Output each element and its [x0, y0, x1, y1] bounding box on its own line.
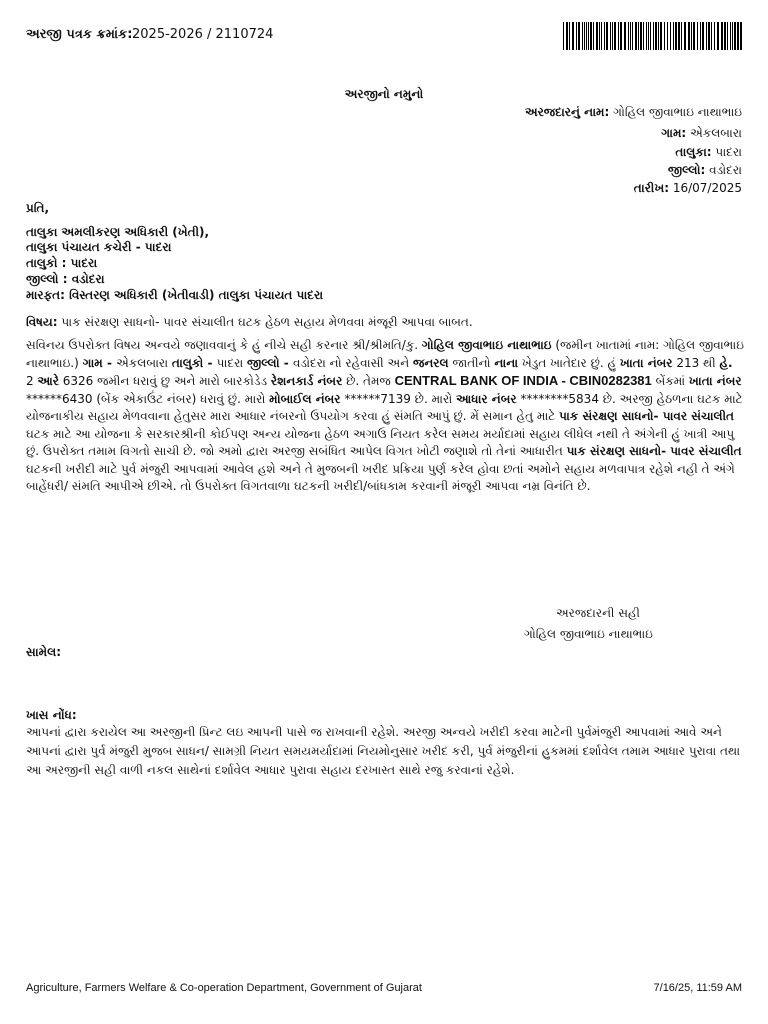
application-date-row [634, 181, 742, 196]
applicant-district-label: જીલ્લો: [667, 163, 706, 177]
recipient-line-3: તાલુકો : પાદરા [26, 256, 98, 270]
body-text: ઘટક માટે આ યોજના કે સરકારશ્રીની કોઈપણ અન્ય યોજના હેઠળ અગાઉ નિયત કરેલ સમય મર્યાદામાં સહાય લીધેલ નથી તે અંગેની હું ખાત્રી આપુ છું. ઉપરોક્ત તમામ વિગતો સાચી છે. જો અમો દ્વારા અરજી સબંધિત આપેલ વિગત ખોટી જણાશે તો તેનાં આધારીત [26, 426, 735, 458]
body-text: જાતીનો [448, 355, 495, 370]
body-bank-name: CENTRAL BANK OF INDIA - CBIN0282381 [394, 373, 652, 388]
applicant-name: ગોહિલ જીવાભાઇ નાથાભાઇ [613, 105, 742, 119]
body-text: 2 [26, 374, 38, 388]
recipient-line-2: તાલુકા પંચાયત કચેરી - પાદરા [26, 240, 172, 254]
applicant-district-row [668, 163, 742, 178]
body-taluka-label: તાલુકો - [171, 355, 217, 370]
body-text: છે. તેમજ [342, 374, 395, 388]
applicant-taluka-label: તાલુકા: [675, 145, 712, 159]
recipient-line-1: તાલુકા અમલીકરણ અધિકારી (ખેતી), [26, 225, 210, 239]
body-caste-category: જનરલ [412, 355, 449, 370]
body-text: 6326 જમીન ધરાવું છુ અને મારો બારકોડેડ [58, 374, 271, 388]
body-khata-label: ખાતા નંબર [619, 355, 673, 370]
body-text: ઘટકની ખરીદી માટે પુર્વ મંજુરી આપવામાં આવેલ હશે અને તે મુજબની ખરીદ પ્રક્રિયા પુર્ણ કરેલ હોવા છતાં અમોને સહાય મળવાપાત્ર રહેશે નહી તે અંગે બાહેંધરી/ સંમતિ આપીએ છીએ. તો ઉપરોક્ત વિગતવાળા ઘટકની ખરીદી/બાંધકામ કરવાની મંજૂરી આપવા નમ્ર વિનંતિ છે. [26, 461, 735, 493]
body-aadhar-label: આધાર નંબર [456, 391, 517, 406]
body-text: પાદરા [216, 355, 248, 370]
body-text: 213 થી [672, 355, 720, 370]
form-title: અરજીનો નમુનો [344, 87, 424, 101]
application-number: 2025-2026 / 2110724 [132, 27, 274, 42]
body-account-label: ખાતા નંબર [688, 374, 742, 388]
body-text: ખેડુત ખાતેદાર છું. હું [518, 355, 620, 370]
body-text: ********5834 છે. અરજી હેઠળના ઘટક માટે યોજનાકીય સહાય મેળવવાના હેતુસર મારા આધાર નંબરનો ઉપયોગ કરવા હું સંમતિ આપું છું. મેં સમાન હેતુ માટે [26, 391, 743, 423]
recipient-salutation: પ્રતિ, [26, 201, 50, 215]
body-component-name: પાક સંરક્ષણ સાધનો- પાવર સંચાલીત [559, 409, 734, 423]
applicant-name-row [525, 105, 742, 120]
body-text: વડોદરા નો રહેવાસી અને [292, 355, 413, 370]
special-note-text: આપનાં દ્વારા કરાયેલ આ અરજીની પ્રિન્ટ લઇ આપની પાસે જ રાખવાની રહેશે. અરજી અન્વયે ખરીદી કરવા માટેની પુર્વમંજુરી આપવામાં આવે અને આપનાં દ્વારા પુર્વ મંજુરી મુજબ સાધન/ સામગ્રી નિયત સમયમર્યાદામાં નિયમોનુસાર ખરીદ કરી, પુર્વ મંજુરીનાં હુકમમાં દર્શાવેલ તમામ આધાર પુરાવા તથા આ અરજીની સહી વાળી નકલ સાથેનાં દર્શાવેલ આધાર પુરાવા સહાય દરખાસ્ત સાથે રજુ કરવાનાં રહેશે. [26, 725, 741, 777]
enclosures-label: સામેલ: [26, 645, 62, 659]
body-mobile-label: મોબાઈલ નંબર [269, 391, 341, 406]
body-text: એકલબારા [116, 355, 172, 370]
footer-department: Agriculture, Farmers Welfare & Co-operation Department, Government of Gujarat [26, 982, 422, 994]
special-note-title: ખાસ નોંધ: [26, 708, 77, 722]
applicant-district: વડોદરા [709, 163, 742, 177]
applicant-name-label: અરજદારનું નામ: [524, 105, 610, 119]
body-text: (જમીન ખાતામાં નામ: ગોહિલ જીવાભાઇ નાથાભાઇ.) [26, 338, 744, 370]
body-component-name: પાક સંરક્ષણ સાધનો- પાવર સંચાલીત [566, 444, 742, 458]
body-text: ******6430 (બેંક એકાઉંટ નંબર) ધરાવું છું. મારો [26, 391, 270, 406]
subject-text: પાક સંરક્ષણ સાધનો- પાવર સંચાલીત ઘટક હેઠળ સહાય મેળવવા મંજૂરી આપવા બાબત. [57, 315, 473, 329]
application-date-label: તારીખ: [633, 181, 669, 195]
body-text: ******7139 છે. મારો [340, 391, 457, 406]
body-text: સવિનય ઉપરોક્ત વિષય અન્વયે જણાવવાનું કે હું નીચે સહી કરનાર શ્રી/શ્રીમતિ/કુ. [26, 338, 422, 352]
recipient-line-5: મારફત: વિસ્તરણ અધિકારી (ખેતીવાડી) તાલુકા પંચાયત પાદરા [26, 288, 324, 302]
footer-timestamp: 7/16/25, 11:59 AM [653, 982, 742, 994]
application-date: 16/07/2025 [672, 181, 742, 195]
body-farmer-category: નાના [494, 355, 519, 370]
body-hectare-label: હે. [719, 355, 733, 370]
body-village-label: ગામ - [82, 355, 117, 370]
body-applicant-name: ગોહિલ જીવાભાઇ નાથાભાઇ [421, 338, 552, 352]
applicant-taluka: પાદરા [715, 145, 742, 159]
signature-name: ગોહિલ જીવાભાઇ નાથાભાઇ [524, 627, 653, 641]
application-number-label: અરજી પત્રક ક્રમાંક: [26, 27, 133, 42]
body-ration-label: રેશનકાર્ડ નંબર [270, 374, 343, 388]
recipient-line-4: જીલ્લો : વડોદરા [26, 272, 105, 286]
body-text: બેંકમાં [651, 374, 689, 388]
applicant-village-label: ગામ: [661, 126, 687, 140]
subject-line [26, 315, 473, 330]
body-are-label: આરે [37, 374, 59, 388]
applicant-village: એકલબારા [690, 126, 742, 140]
applicant-taluka-row [675, 145, 742, 160]
subject-label: વિષય: [26, 315, 58, 329]
signature-label: અરજદારની સહી [556, 606, 640, 620]
application-body [26, 337, 744, 496]
body-district-label: જીલ્લો - [247, 355, 293, 370]
applicant-village-row [661, 126, 742, 141]
barcode-image [563, 22, 743, 50]
